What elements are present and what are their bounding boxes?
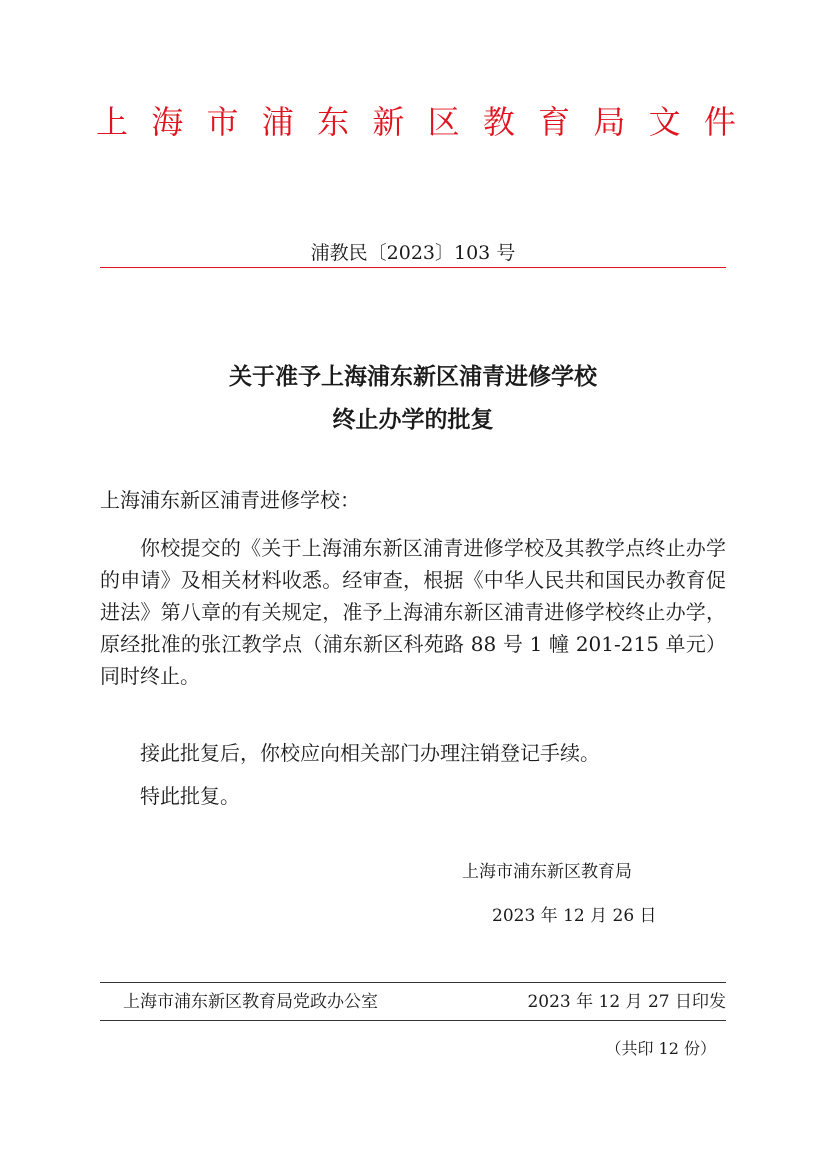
document-header-title <box>96 100 736 144</box>
body-paragraph-1: 你校提交的《关于上海浦东新区浦青进修学校及其教学点终止办学的申请》及相关材料收悉。经审查，根据《中华人民共和国民办教育促进法》第八章的有关规定，准予上海浦东新区浦青进修学校终止办学，原经批准的张江教学点（浦东新区科苑路 88 号 1 幢 201-215 单元）同时终止。 <box>100 536 726 688</box>
salutation: 上海浦东新区浦青进修学校： <box>100 488 360 512</box>
signature-date: 2023 年 12 月 26 日 <box>492 906 657 926</box>
signature-organization: 上海市浦东新区教育局 <box>462 862 632 882</box>
header-char: 上 <box>96 103 129 141</box>
footer-print-date: 2023 年 12 月 27 日印发 <box>527 992 726 1012</box>
header-char: 文 <box>648 103 681 141</box>
header-char: 局 <box>593 103 626 141</box>
footer-bottom-divider <box>100 1020 726 1021</box>
header-char: 区 <box>427 103 460 141</box>
header-char: 海 <box>151 103 184 141</box>
header-char: 新 <box>372 103 405 141</box>
body-paragraph-3: 特此批复。 <box>140 784 240 808</box>
document-title-line-1: 关于准予上海浦东新区浦青进修学校 <box>229 364 597 390</box>
document-number: 浦教民〔2023〕103 号 <box>310 242 516 264</box>
body-paragraph-2: 接此批复后，你校应向相关部门办理注销登记手续。 <box>140 741 600 765</box>
footer-top-divider <box>100 982 726 983</box>
header-char: 育 <box>538 103 571 141</box>
footer-issuer: 上海市浦东新区教育局党政办公室 <box>123 992 378 1012</box>
header-red-divider <box>100 267 726 268</box>
header-char: 市 <box>206 103 239 141</box>
header-char: 东 <box>317 103 350 141</box>
copies-count: （共印 12 份） <box>605 1039 716 1058</box>
header-char: 教 <box>482 103 515 141</box>
header-char: 浦 <box>261 103 294 141</box>
header-char: 件 <box>703 103 736 141</box>
document-title-line-2: 终止办学的批复 <box>332 407 494 433</box>
